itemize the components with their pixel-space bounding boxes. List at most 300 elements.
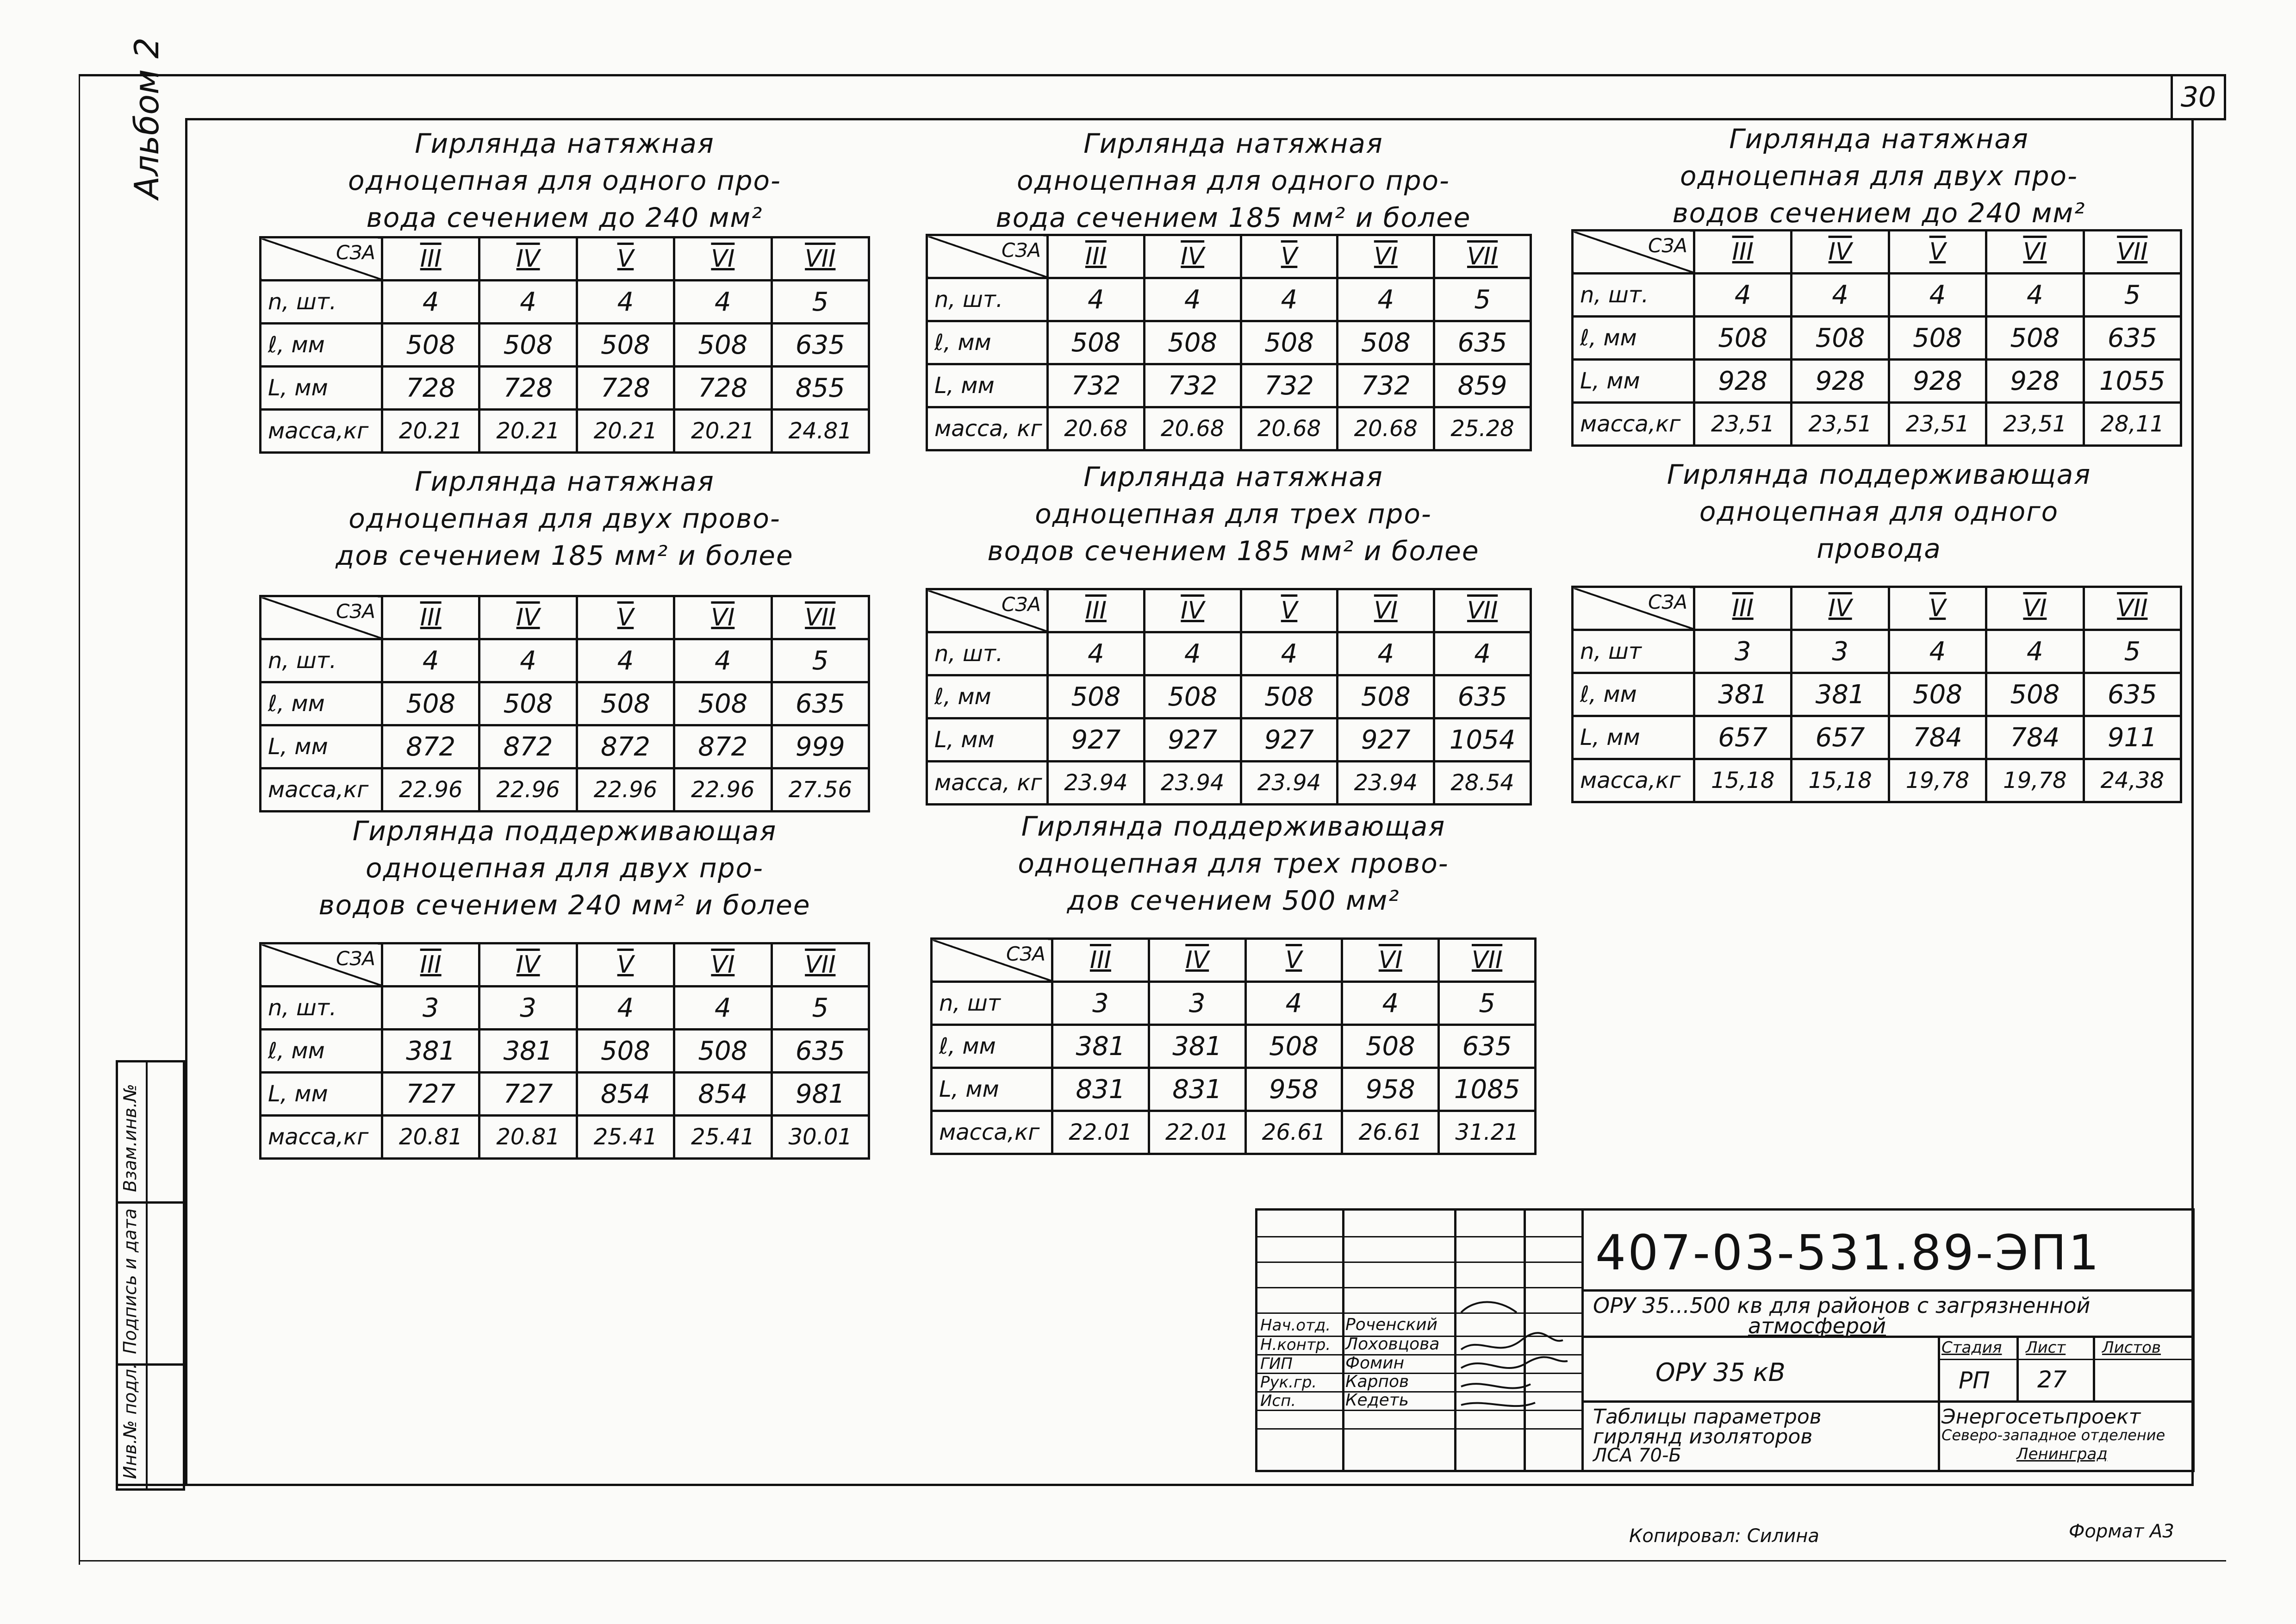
- table-cell: 4: [1241, 632, 1338, 675]
- row-label: ℓ, мм: [261, 682, 382, 725]
- caption-line: дов сечением 500 мм²: [1067, 885, 1400, 916]
- album-label: Альбом 2: [127, 37, 166, 199]
- row-label: масса,кг: [1573, 759, 1694, 802]
- table-cell: 508: [1048, 321, 1145, 364]
- table-cell: 508: [479, 324, 577, 367]
- column-header: V: [1241, 589, 1338, 632]
- table-row: [261, 682, 869, 725]
- row-label: n, шт.: [261, 987, 382, 1030]
- sheet-title-line-1: Таблицы параметров: [1593, 1405, 1822, 1429]
- corner-label: СЗА: [1648, 234, 1687, 257]
- row-label: L, мм: [1573, 360, 1694, 403]
- column-header: V: [1889, 231, 1986, 274]
- column-header: IV: [1144, 589, 1241, 632]
- tb-person: Роченский: [1345, 1315, 1438, 1334]
- garland-table-6: [1571, 586, 2182, 803]
- column-header: V: [1241, 235, 1338, 278]
- column-header: VII: [772, 596, 869, 639]
- row-label: L, мм: [932, 1068, 1052, 1111]
- table-cell: 855: [772, 367, 869, 410]
- table-row: [927, 364, 1531, 407]
- table-cell: 508: [479, 682, 577, 725]
- corner-label: СЗА: [336, 600, 375, 623]
- tb-divider: [2016, 1336, 2019, 1400]
- table-header-row: [927, 589, 1531, 632]
- table-cell: 732: [1144, 364, 1241, 407]
- table-cell: 20.68: [1144, 407, 1241, 450]
- row-label: ℓ, мм: [261, 1030, 382, 1073]
- column-header: IV: [479, 237, 577, 281]
- table-cell: 999: [772, 725, 869, 768]
- table-cell: 927: [1241, 718, 1338, 762]
- title-block: [1255, 1208, 2195, 1472]
- table-row: [261, 324, 869, 367]
- frame-left-outer: [79, 74, 80, 1565]
- row-label: n, шт.: [261, 281, 382, 324]
- table-cell: 4: [1245, 982, 1342, 1025]
- column-header: VI: [674, 943, 772, 987]
- table-row: [927, 675, 1531, 718]
- corner-label: СЗА: [336, 241, 375, 264]
- tb-person: Лоховцова: [1345, 1335, 1440, 1354]
- table-cell: 381: [1694, 673, 1792, 716]
- project-title-line-2: атмосферой: [1748, 1313, 1886, 1338]
- table-cell: 4: [1694, 274, 1792, 317]
- table-cell: 22.96: [674, 768, 772, 812]
- table-row: [927, 407, 1531, 450]
- table-1-caption: [259, 125, 870, 236]
- table-cell: 381: [479, 1030, 577, 1073]
- table-cell: 859: [1434, 364, 1531, 407]
- column-header: VI: [1338, 235, 1434, 278]
- project-title-line-1: ОРУ 35...500 кв для районов с загрязненной: [1593, 1293, 2091, 1318]
- caption-line: одноцепная для трех про-: [1035, 498, 1432, 530]
- garland-table-4: [259, 595, 870, 812]
- table-cell: 958: [1245, 1068, 1342, 1111]
- org-city: Ленинград: [2016, 1445, 2108, 1463]
- signatures: [1456, 1294, 1581, 1414]
- side-stamp-divider: [146, 1062, 148, 1488]
- page-number: 30: [2171, 74, 2226, 120]
- column-header: VII: [2084, 231, 2181, 274]
- caption-line: водов сечением 240 мм² и более: [318, 889, 811, 921]
- table-cell: 4: [1241, 278, 1338, 321]
- table-cell: 20.81: [382, 1116, 479, 1159]
- table-cell: 22.01: [1052, 1111, 1149, 1154]
- tb-divider: [1257, 1236, 1581, 1237]
- table-cell: 657: [1792, 716, 1889, 759]
- object-name: ОРУ 35 кВ: [1655, 1358, 1786, 1387]
- table-cell: 728: [382, 367, 479, 410]
- column-header: III: [1694, 587, 1792, 630]
- table-row: [1573, 630, 2181, 673]
- table-cell: 27.56: [772, 768, 869, 812]
- table-cell: 4: [1144, 632, 1241, 675]
- caption-line: одноцепная для двух про-: [1680, 160, 2078, 192]
- table-cell: 732: [1241, 364, 1338, 407]
- column-header: VII: [2084, 587, 2181, 630]
- row-label: L, мм: [927, 364, 1048, 407]
- table-cell: 1055: [2084, 360, 2181, 403]
- table-cell: 20.68: [1338, 407, 1434, 450]
- table-cell: 23,51: [1792, 403, 1889, 446]
- row-label: ℓ, мм: [1573, 317, 1694, 360]
- column-header: IV: [1144, 235, 1241, 278]
- caption-line: одноцепная для двух прово-: [348, 503, 781, 534]
- table-cell: 831: [1052, 1068, 1149, 1111]
- table-cell: 4: [577, 281, 674, 324]
- table-cell: 1054: [1434, 718, 1531, 762]
- table-cell: 23,51: [1694, 403, 1792, 446]
- table-cell: 508: [1245, 1025, 1342, 1068]
- table-cell: 854: [674, 1073, 772, 1116]
- table-cell: 4: [1144, 278, 1241, 321]
- table-cell: 22.96: [479, 768, 577, 812]
- column-header: IV: [479, 596, 577, 639]
- table-cell: 3: [1052, 982, 1149, 1025]
- tb-person: Карпов: [1345, 1372, 1409, 1391]
- row-label: масса,кг: [261, 1116, 382, 1159]
- doc-number: 407-03-531.89-ЭП1: [1595, 1224, 2101, 1281]
- side-stamp-signature-label: Подпись и дата: [120, 1208, 140, 1354]
- table-row: [261, 367, 869, 410]
- table-cell: 15,18: [1694, 759, 1792, 802]
- table-cell: 3: [1694, 630, 1792, 673]
- tb-role: ГИП: [1260, 1355, 1293, 1373]
- table-cell: 928: [1889, 360, 1986, 403]
- table-cell: 4: [674, 987, 772, 1030]
- footer-copied: Копировал: Силина: [1629, 1525, 1819, 1547]
- table-cell: 30.01: [772, 1116, 869, 1159]
- table-cell: 981: [772, 1073, 869, 1116]
- caption-line: Гирлянда натяжная: [1083, 128, 1383, 159]
- table-cell: 4: [382, 639, 479, 682]
- caption-line: Гирлянда поддерживающая: [1021, 811, 1446, 842]
- table-header-row: [927, 235, 1531, 278]
- table-cell: 928: [1986, 360, 2084, 403]
- row-label: L, мм: [261, 725, 382, 768]
- table-cell: 4: [1986, 274, 2084, 317]
- table-5-caption: [930, 458, 1537, 569]
- row-label: n, шт: [932, 982, 1052, 1025]
- sheet-title-line-3: ЛСА 70-Б: [1593, 1445, 1681, 1466]
- table-cell: 26.61: [1342, 1111, 1439, 1154]
- column-header: III: [1048, 589, 1145, 632]
- caption-line: Гирлянда поддерживающая: [352, 815, 777, 847]
- table-cell: 727: [382, 1073, 479, 1116]
- table-cell: 3: [479, 987, 577, 1030]
- table-cell: 635: [1434, 321, 1531, 364]
- table-cell: 508: [1986, 673, 2084, 716]
- table-row: [261, 768, 869, 812]
- caption-line: Гирлянда натяжная: [1729, 123, 2029, 155]
- caption-line: Гирлянда натяжная: [415, 128, 715, 159]
- column-header: III: [382, 596, 479, 639]
- table-cell: 732: [1338, 364, 1434, 407]
- table-cell: 5: [2084, 630, 2181, 673]
- table-row: [1573, 403, 2181, 446]
- stage-label: Стадия: [1941, 1338, 2002, 1357]
- row-label: n, шт.: [927, 632, 1048, 675]
- table-cell: 508: [1986, 317, 2084, 360]
- table-cell: 872: [577, 725, 674, 768]
- table-cell: 508: [674, 682, 772, 725]
- tb-person: Кедеть: [1345, 1391, 1409, 1410]
- table-cell: 508: [382, 682, 479, 725]
- tb-divider: [1257, 1428, 1581, 1430]
- column-header: V: [1245, 939, 1342, 982]
- table-cell: 508: [1694, 317, 1792, 360]
- header-corner: [261, 237, 382, 281]
- table-cell: 4: [1338, 632, 1434, 675]
- caption-line: одноцепная для трех прово-: [1018, 848, 1449, 879]
- table-row: [1573, 274, 2181, 317]
- column-header: VII: [1434, 235, 1531, 278]
- table-cell: 20.21: [577, 410, 674, 453]
- side-stamp: [116, 1060, 185, 1491]
- table-row: [927, 632, 1531, 675]
- caption-line: провода: [1817, 533, 1941, 564]
- garland-table-3: [1571, 229, 2182, 447]
- table-cell: 4: [1792, 274, 1889, 317]
- table-cell: 854: [577, 1073, 674, 1116]
- table-cell: 4: [479, 281, 577, 324]
- header-corner: [1573, 587, 1694, 630]
- frame-top-outer: [79, 74, 2226, 76]
- column-header: IV: [479, 943, 577, 987]
- table-row: [1573, 716, 2181, 759]
- table-row: [261, 281, 869, 324]
- table-cell: 508: [1241, 675, 1338, 718]
- column-header: VII: [772, 943, 869, 987]
- table-row: [1573, 673, 2181, 716]
- column-header: VII: [772, 237, 869, 281]
- header-corner: [261, 943, 382, 987]
- table-row: [932, 982, 1536, 1025]
- column-header: III: [1048, 235, 1145, 278]
- table-cell: 381: [1149, 1025, 1245, 1068]
- sheet-title-line-2: гирлянд изоляторов: [1593, 1425, 1813, 1449]
- tb-divider: [1938, 1336, 1940, 1470]
- column-header: VI: [1342, 939, 1439, 982]
- table-row: [1573, 360, 2181, 403]
- table-cell: 927: [1048, 718, 1145, 762]
- tb-divider: [2093, 1336, 2095, 1400]
- tb-divider: [1581, 1289, 2192, 1292]
- caption-line: вода сечением 185 мм² и более: [996, 202, 1471, 233]
- table-cell: 26.61: [1245, 1111, 1342, 1154]
- table-cell: 25.41: [577, 1116, 674, 1159]
- table-row: [261, 1116, 869, 1159]
- table-row: [261, 987, 869, 1030]
- table-cell: 20.21: [479, 410, 577, 453]
- column-header: VI: [1986, 587, 2084, 630]
- table-row: [927, 321, 1531, 364]
- table-cell: 23,51: [1986, 403, 2084, 446]
- header-corner: [927, 589, 1048, 632]
- table-2-caption: [930, 125, 1537, 236]
- corner-label: СЗА: [1002, 239, 1041, 262]
- table-cell: 635: [1439, 1025, 1536, 1068]
- table-cell: 28,11: [2084, 403, 2181, 446]
- table-cell: 508: [1144, 675, 1241, 718]
- corner-label: СЗА: [336, 947, 375, 970]
- table-cell: 3: [1792, 630, 1889, 673]
- table-cell: 5: [772, 639, 869, 682]
- table-cell: 24.81: [772, 410, 869, 453]
- side-stamp-divider: [118, 1201, 183, 1204]
- sheet-value: 27: [2037, 1366, 2067, 1393]
- corner-label: СЗА: [1002, 593, 1041, 616]
- column-header: IV: [1149, 939, 1245, 982]
- column-header: VI: [1986, 231, 2084, 274]
- row-label: масса,кг: [932, 1111, 1052, 1154]
- table-cell: 927: [1338, 718, 1434, 762]
- header-corner: [932, 939, 1052, 982]
- caption-line: дов сечением 185 мм² и более: [336, 540, 794, 571]
- row-label: масса,кг: [261, 768, 382, 812]
- row-label: ℓ, мм: [927, 321, 1048, 364]
- table-cell: 508: [1342, 1025, 1439, 1068]
- table-cell: 4: [1434, 632, 1531, 675]
- table-cell: 784: [1889, 716, 1986, 759]
- table-cell: 728: [674, 367, 772, 410]
- row-label: ℓ, мм: [927, 675, 1048, 718]
- table-cell: 928: [1792, 360, 1889, 403]
- table-cell: 23.94: [1048, 762, 1145, 805]
- caption-line: одноцепная для одного: [1699, 496, 2059, 527]
- table-cell: 23,51: [1889, 403, 1986, 446]
- frame-bottom-inner: [116, 1484, 2194, 1486]
- side-stamp-inv-label: Инв.№ подл.: [120, 1363, 140, 1479]
- caption-line: вода сечением до 240 мм²: [366, 202, 763, 233]
- tb-divider: [1257, 1287, 1581, 1288]
- table-cell: 4: [1986, 630, 2084, 673]
- table-cell: 831: [1149, 1068, 1245, 1111]
- table-cell: 508: [577, 1030, 674, 1073]
- corner-label: СЗА: [1006, 943, 1045, 965]
- column-header: IV: [1792, 587, 1889, 630]
- table-cell: 20.21: [674, 410, 772, 453]
- column-header: V: [577, 237, 674, 281]
- table-cell: 23.94: [1338, 762, 1434, 805]
- garland-table-5: [926, 588, 1532, 806]
- column-header: III: [382, 237, 479, 281]
- table-row: [261, 1030, 869, 1073]
- table-cell: 508: [1338, 321, 1434, 364]
- garland-table-8: [930, 937, 1537, 1155]
- side-stamp-replaced-label: Взам.инв.№: [120, 1084, 140, 1192]
- table-cell: 4: [382, 281, 479, 324]
- table-6-caption: [1574, 456, 2184, 567]
- table-header-row: [261, 943, 869, 987]
- table-cell: 20.68: [1241, 407, 1338, 450]
- table-cell: 728: [479, 367, 577, 410]
- table-cell: 635: [772, 324, 869, 367]
- table-cell: 4: [577, 639, 674, 682]
- table-cell: 508: [577, 324, 674, 367]
- table-cell: 22.01: [1149, 1111, 1245, 1154]
- table-cell: 872: [479, 725, 577, 768]
- stage-value: РП: [1959, 1367, 1990, 1394]
- table-row: [927, 278, 1531, 321]
- row-label: n, шт.: [927, 278, 1048, 321]
- table-cell: 381: [1792, 673, 1889, 716]
- table-8-caption: [930, 808, 1537, 919]
- table-cell: 508: [1889, 317, 1986, 360]
- table-cell: 911: [2084, 716, 2181, 759]
- table-cell: 5: [772, 987, 869, 1030]
- table-3-caption: [1574, 120, 2184, 231]
- table-cell: 508: [1338, 675, 1434, 718]
- row-label: L, мм: [261, 367, 382, 410]
- table-cell: 872: [674, 725, 772, 768]
- table-row: [1573, 317, 2181, 360]
- table-row: [261, 1073, 869, 1116]
- row-label: масса,кг: [261, 410, 382, 453]
- table-cell: 5: [1439, 982, 1536, 1025]
- table-cell: 727: [479, 1073, 577, 1116]
- table-cell: 508: [1048, 675, 1145, 718]
- caption-line: водов сечением 185 мм² и более: [987, 535, 1480, 567]
- row-label: масса,кг: [1573, 403, 1694, 446]
- table-cell: 3: [1149, 982, 1245, 1025]
- caption-line: одноцепная для двух про-: [366, 852, 764, 884]
- garland-table-2: [926, 234, 1532, 451]
- table-4-caption: [259, 463, 870, 574]
- sheet-label: Лист: [2026, 1338, 2066, 1357]
- column-header: VI: [1338, 589, 1434, 632]
- header-corner: [261, 596, 382, 639]
- table-header-row: [1573, 587, 2181, 630]
- frame-left-inner: [185, 118, 187, 1484]
- row-label: L, мм: [261, 1073, 382, 1116]
- table-cell: 5: [2084, 274, 2181, 317]
- table-cell: 784: [1986, 716, 2084, 759]
- column-header: III: [1694, 231, 1792, 274]
- table-cell: 4: [1048, 278, 1145, 321]
- table-cell: 4: [577, 987, 674, 1030]
- table-cell: 508: [577, 682, 674, 725]
- table-cell: 5: [772, 281, 869, 324]
- row-label: ℓ, мм: [1573, 673, 1694, 716]
- table-cell: 635: [1434, 675, 1531, 718]
- table-cell: 872: [382, 725, 479, 768]
- garland-table-7: [259, 942, 870, 1160]
- table-cell: 4: [1048, 632, 1145, 675]
- header-corner: [927, 235, 1048, 278]
- table-row: [261, 410, 869, 453]
- table-cell: 508: [382, 324, 479, 367]
- table-cell: 958: [1342, 1068, 1439, 1111]
- table-cell: 928: [1694, 360, 1792, 403]
- table-cell: 381: [382, 1030, 479, 1073]
- table-cell: 25.41: [674, 1116, 772, 1159]
- table-row: [261, 725, 869, 768]
- table-cell: 3: [382, 987, 479, 1030]
- table-cell: 31.21: [1439, 1111, 1536, 1154]
- row-label: ℓ, мм: [932, 1025, 1052, 1068]
- table-row: [927, 762, 1531, 805]
- table-cell: 4: [1342, 982, 1439, 1025]
- column-header: VII: [1439, 939, 1536, 982]
- garland-table-1: [259, 236, 870, 454]
- tb-divider: [1581, 1211, 1584, 1470]
- table-cell: 20.81: [479, 1116, 577, 1159]
- table-7-caption: [259, 812, 870, 924]
- table-cell: 728: [577, 367, 674, 410]
- table-cell: 635: [772, 682, 869, 725]
